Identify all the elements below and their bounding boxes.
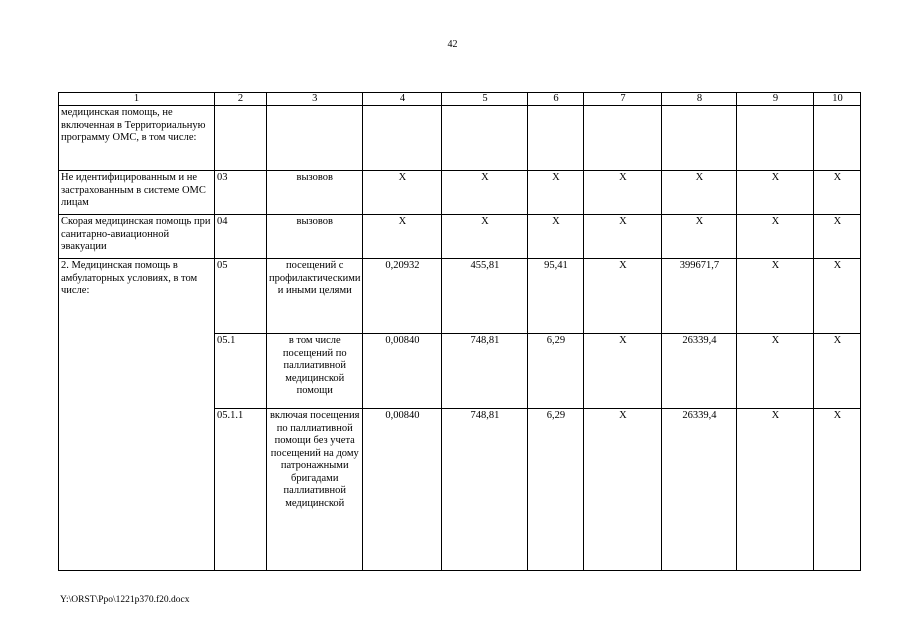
table-cell: 03 bbox=[215, 171, 267, 215]
column-header: 3 bbox=[267, 93, 363, 106]
table-cell: 26339,4 bbox=[662, 334, 737, 409]
table-cell: Х bbox=[814, 409, 861, 571]
table-cell: 0,00840 bbox=[363, 409, 442, 571]
table-cell: 2. Медицинская помощь в амбулаторных условиях, в том числе: bbox=[59, 259, 215, 571]
table-cell: Х bbox=[584, 215, 662, 259]
table-row bbox=[59, 215, 861, 259]
table-cell: Х bbox=[737, 409, 814, 571]
table-cell: Х bbox=[528, 171, 584, 215]
table-cell bbox=[363, 106, 442, 171]
table-cell: Не идентифицированным и не застрахованным в системе ОМС лицам bbox=[59, 171, 215, 215]
column-header: 7 bbox=[584, 93, 662, 106]
table-cell: Х bbox=[814, 259, 861, 334]
table-cell: Х bbox=[814, 334, 861, 409]
column-header: 1 bbox=[59, 93, 215, 106]
table-cell: Х bbox=[584, 334, 662, 409]
table-cell: Х bbox=[528, 215, 584, 259]
table-cell: в том числе посещений по паллиативной медицинской помощи bbox=[267, 334, 363, 409]
column-header: 2 bbox=[215, 93, 267, 106]
table-cell: Х bbox=[442, 215, 528, 259]
table-row bbox=[59, 171, 861, 215]
table-cell bbox=[442, 106, 528, 171]
table-cell bbox=[662, 106, 737, 171]
column-header: 6 bbox=[528, 93, 584, 106]
table-cell bbox=[814, 106, 861, 171]
table-cell: Х bbox=[662, 171, 737, 215]
data-table bbox=[58, 92, 861, 571]
table-cell: Х bbox=[814, 215, 861, 259]
table-cell: 05 bbox=[215, 259, 267, 334]
table-cell: Х bbox=[814, 171, 861, 215]
table-cell bbox=[215, 106, 267, 171]
table-cell: Х bbox=[442, 171, 528, 215]
table-cell: медицинская помощь, не включенная в Территориальную программу ОМС, в том числе: bbox=[59, 106, 215, 171]
header-row bbox=[59, 93, 861, 106]
table-cell bbox=[267, 106, 363, 171]
table-cell: Х bbox=[363, 171, 442, 215]
table-cell: 6,29 bbox=[528, 334, 584, 409]
table-cell: посещений с профилактическими и иными целями bbox=[267, 259, 363, 334]
table-cell bbox=[528, 106, 584, 171]
column-header: 10 bbox=[814, 93, 861, 106]
column-header: 8 bbox=[662, 93, 737, 106]
table-cell bbox=[584, 106, 662, 171]
table-cell: 05.1.1 bbox=[215, 409, 267, 571]
table-cell: Х bbox=[363, 215, 442, 259]
table-row bbox=[59, 106, 861, 171]
file-path-footer: Y:\ORST\Ppo\1221p370.f20.docx bbox=[60, 595, 190, 605]
table-cell: Х bbox=[737, 259, 814, 334]
table-cell: 0,20932 bbox=[363, 259, 442, 334]
column-header: 4 bbox=[363, 93, 442, 106]
table-cell: 26339,4 bbox=[662, 409, 737, 571]
table-cell: 748,81 bbox=[442, 409, 528, 571]
table-cell: вызовов bbox=[267, 171, 363, 215]
table-cell: 6,29 bbox=[528, 409, 584, 571]
table-cell: 455,81 bbox=[442, 259, 528, 334]
table-cell: Х bbox=[737, 334, 814, 409]
table-cell: 399671,7 bbox=[662, 259, 737, 334]
table-cell: Х bbox=[737, 171, 814, 215]
table-cell: 95,41 bbox=[528, 259, 584, 334]
table-cell: Скорая медицинская помощь при санитарно-авиационной эвакуации bbox=[59, 215, 215, 259]
table-row bbox=[59, 259, 861, 334]
table-cell: Х bbox=[737, 215, 814, 259]
column-header: 9 bbox=[737, 93, 814, 106]
table-cell: включая посещения по паллиативной помощи без учета посещений на дому патронажными бригадами паллиативной медицинской bbox=[267, 409, 363, 571]
table-cell: вызовов bbox=[267, 215, 363, 259]
page-number: 42 bbox=[447, 39, 458, 50]
table-cell: Х bbox=[584, 171, 662, 215]
table-cell: 04 bbox=[215, 215, 267, 259]
table-cell: 0,00840 bbox=[363, 334, 442, 409]
table-cell: Х bbox=[662, 215, 737, 259]
table-cell: Х bbox=[584, 259, 662, 334]
table-cell: 748,81 bbox=[442, 334, 528, 409]
table-cell: Х bbox=[584, 409, 662, 571]
table-cell bbox=[737, 106, 814, 171]
table-cell: 05.1 bbox=[215, 334, 267, 409]
column-header: 5 bbox=[442, 93, 528, 106]
